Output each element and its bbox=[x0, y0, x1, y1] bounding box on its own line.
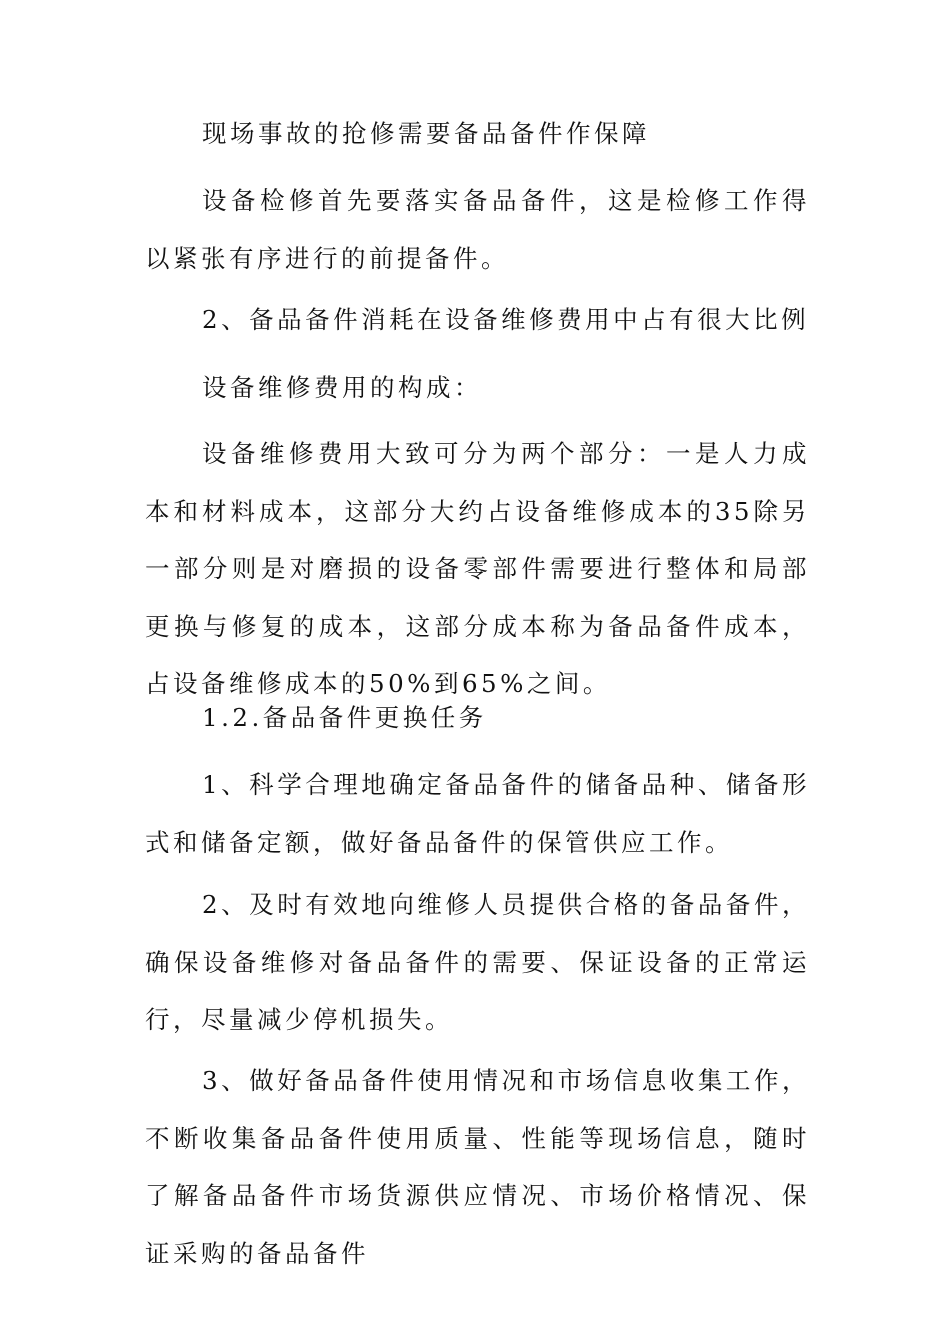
paragraph-cost-composition-label: 设备维修费用的构成： bbox=[202, 373, 482, 402]
paragraph-cost-composition-body: 设备维修费用大致可分为两个部分：一是人力成本和材料成本，这部分大约占设备维修成本的35除另一部分则是对磨损的设备零部件需要进行整体和局部更换与修复的成本，这部分成本称为备品备件成本，占设备维修成本的50%到65%之间。 bbox=[145, 439, 810, 698]
paragraph-maintenance-prerequisite: 设备检修首先要落实备品备件，这是检修工作得以紧张有序进行的前提备件。 bbox=[145, 186, 810, 273]
paragraph-heading-cost-share: 2、备品备件消耗在设备维修费用中占有很大比例 bbox=[202, 305, 810, 334]
paragraph-task-1: 1、科学合理地确定备品备件的储备品种、储备形式和储备定额，做好备品备件的保管供应工作。 bbox=[145, 770, 810, 857]
paragraph-task-3: 3、做好备品备件使用情况和市场信息收集工作，不断收集备品备件使用质量、性能等现场信息，随时了解备品备件市场货源供应情况、市场价格情况、保证采购的备品备件 bbox=[145, 1066, 810, 1268]
paragraph-task-2: 2、及时有效地向维修人员提供合格的备品备件，确保设备维修对备品备件的需要、保证设备的正常运行，尽量减少停机损失。 bbox=[145, 890, 810, 1034]
paragraph-emergency-repair: 现场事故的抢修需要备品备件作保障 bbox=[202, 119, 650, 148]
paragraph-section-heading-tasks: 1.2.备品备件更换任务 bbox=[202, 703, 487, 732]
